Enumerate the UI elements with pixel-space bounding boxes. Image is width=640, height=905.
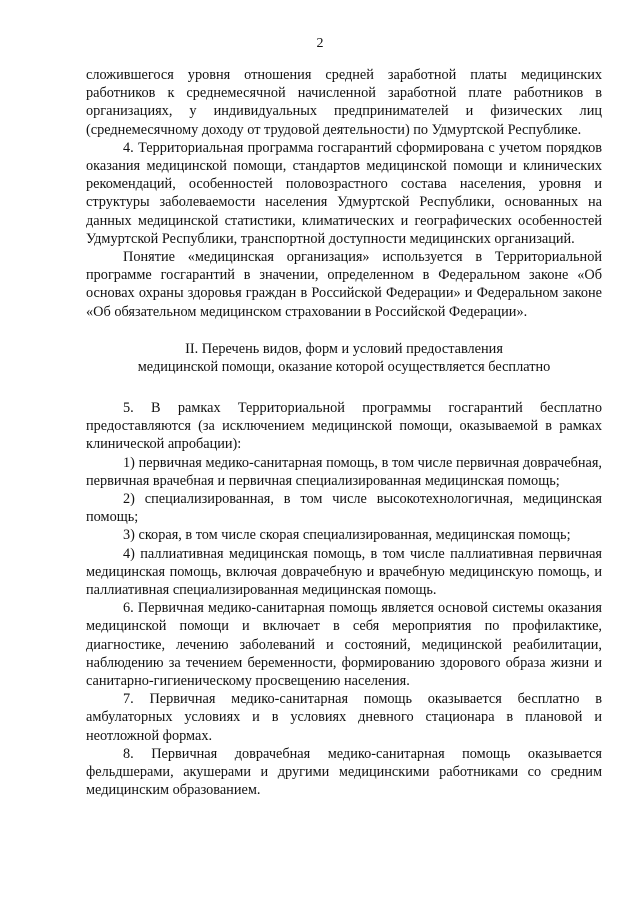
paragraph-medical-organization-definition: Понятие «медицинская организация» используется в Территориальной программе госгарантий в значении, определенном в Федеральном законе «Об основах охраны здоровья граждан в Российской Федерации» и Федеральном законе «Об обязательном медицинском страховании в Российской Федерации».	[86, 249, 602, 320]
page-number: 2	[316, 36, 324, 51]
paragraph-item-5: 5. В рамках Территориальной программы госгарантий бесплатно предоставляются (за исключением медицинской помощи, оказываемой в рамках клинической апробации):	[86, 400, 602, 453]
section-heading-line-1: II. Перечень видов, форм и условий предоставления	[185, 340, 503, 357]
list-item-4: 4) паллиативная медицинская помощь, в том числе паллиативная первичная медицинская помощь, включая доврачебную и врачебную медицинскую помощь, и паллиативная специализированная медицинская помощь.	[86, 545, 602, 599]
paragraph-item-6: 6. Первичная медико-санитарная помощь является основой системы оказания медицинской помощи и включает в себя мероприятия по профилактике, диагностике, лечению заболеваний и состояний, медицинской реабилитации, наблюдению за течением беременности, формированию здорового образа жизни и санитарно-гигиеническому просвещению населения.	[86, 600, 602, 690]
list-item-2: 2) специализированная, в том числе высокотехнологичная, медицинская помощь;	[86, 491, 602, 526]
paragraph-continuation: сложившегося уровня отношения средней заработной платы медицинских работников к среднемесячной начисленной заработной плате работников в организациях, у индивидуальных предпринимателей и физических лиц (среднемесячному доходу от трудовой деятельности) по Удмуртской Республике.	[86, 67, 602, 138]
document-body	[86, 66, 602, 800]
section-heading	[86, 340, 602, 377]
paragraph-item-4: 4. Территориальная программа госгарантий сформирована с учетом порядков оказания медицинской помощи, стандартов медицинской помощи и клинических рекомендаций, особенностей половозрастного состава населения, уровня и структуры заболеваемости населения Удмуртской Республики, основанных на данных медицинской статистики, климатических и географических особенностей Удмуртской Республики, транспортной доступности медицинских организаций.	[86, 139, 602, 247]
list-item-1: 1) первичная медико-санитарная помощь, в том числе первичная доврачебная, первичная врачебная и первичная специализированная медицинская помощь;	[86, 454, 602, 489]
paragraph-item-7: 7. Первичная медико-санитарная помощь оказывается бесплатно в амбулаторных условиях и в условиях дневного стационара в плановой и неотложной формах.	[86, 691, 602, 744]
list-item-3: 3) скорая, в том числе скорая специализированная, медицинская помощь;	[123, 527, 571, 544]
section-heading-line-2: медицинской помощи, оказание которой осуществляется бесплатно	[137, 359, 551, 376]
paragraph-item-8: 8. Первичная доврачебная медико-санитарная помощь оказывается фельдшерами, акушерами и другими медицинскими работниками со средним медицинским образованием.	[86, 745, 602, 799]
